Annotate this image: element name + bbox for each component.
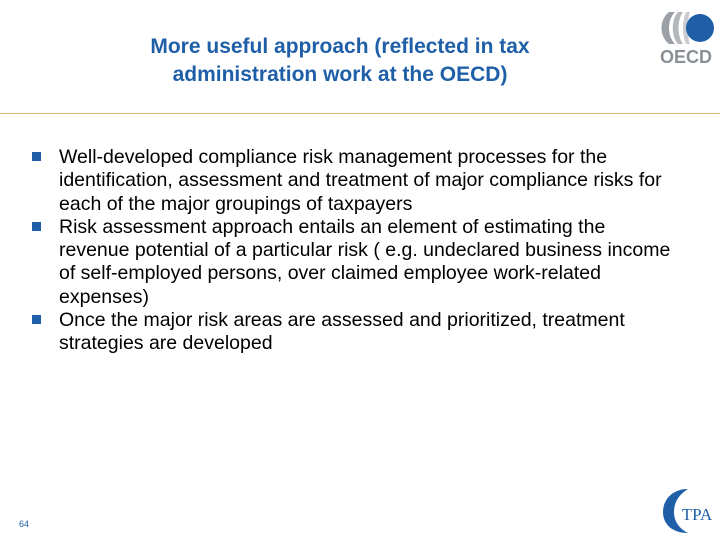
slide-title	[40, 33, 640, 89]
ctpa-logo	[660, 486, 716, 536]
square-bullet-icon	[32, 315, 41, 324]
slide-title-line-1: More useful approach (reflected in tax	[150, 35, 530, 58]
bullet-text: Well-developed compliance risk management processes for the identification, assessment and treatment of major compliance risks for each of the major groupings of taxpayers	[59, 146, 662, 215]
bullet-text: Once the major risk areas are assessed and prioritized, treatment strategies are developed	[59, 309, 625, 355]
bullet-item	[28, 146, 678, 216]
bullet-item	[28, 216, 678, 309]
bullet-item	[28, 309, 678, 356]
ctpa-logo-text: TPA	[681, 505, 713, 524]
page-number: 64	[19, 519, 30, 529]
title-divider	[0, 113, 720, 114]
oecd-logo-text: OECD	[659, 47, 713, 67]
bullet-text: Risk assessment approach entails an element of estimating the revenue potential of a particular risk ( e.g. undeclared business income of self-employed persons, over claimed employee work-related expenses)	[59, 215, 671, 308]
bullet-list	[28, 146, 678, 356]
square-bullet-icon	[32, 222, 41, 231]
square-bullet-icon	[32, 152, 41, 161]
slide-title-line-2: administration work at the OECD)	[172, 63, 508, 86]
oecd-logo	[655, 6, 717, 68]
